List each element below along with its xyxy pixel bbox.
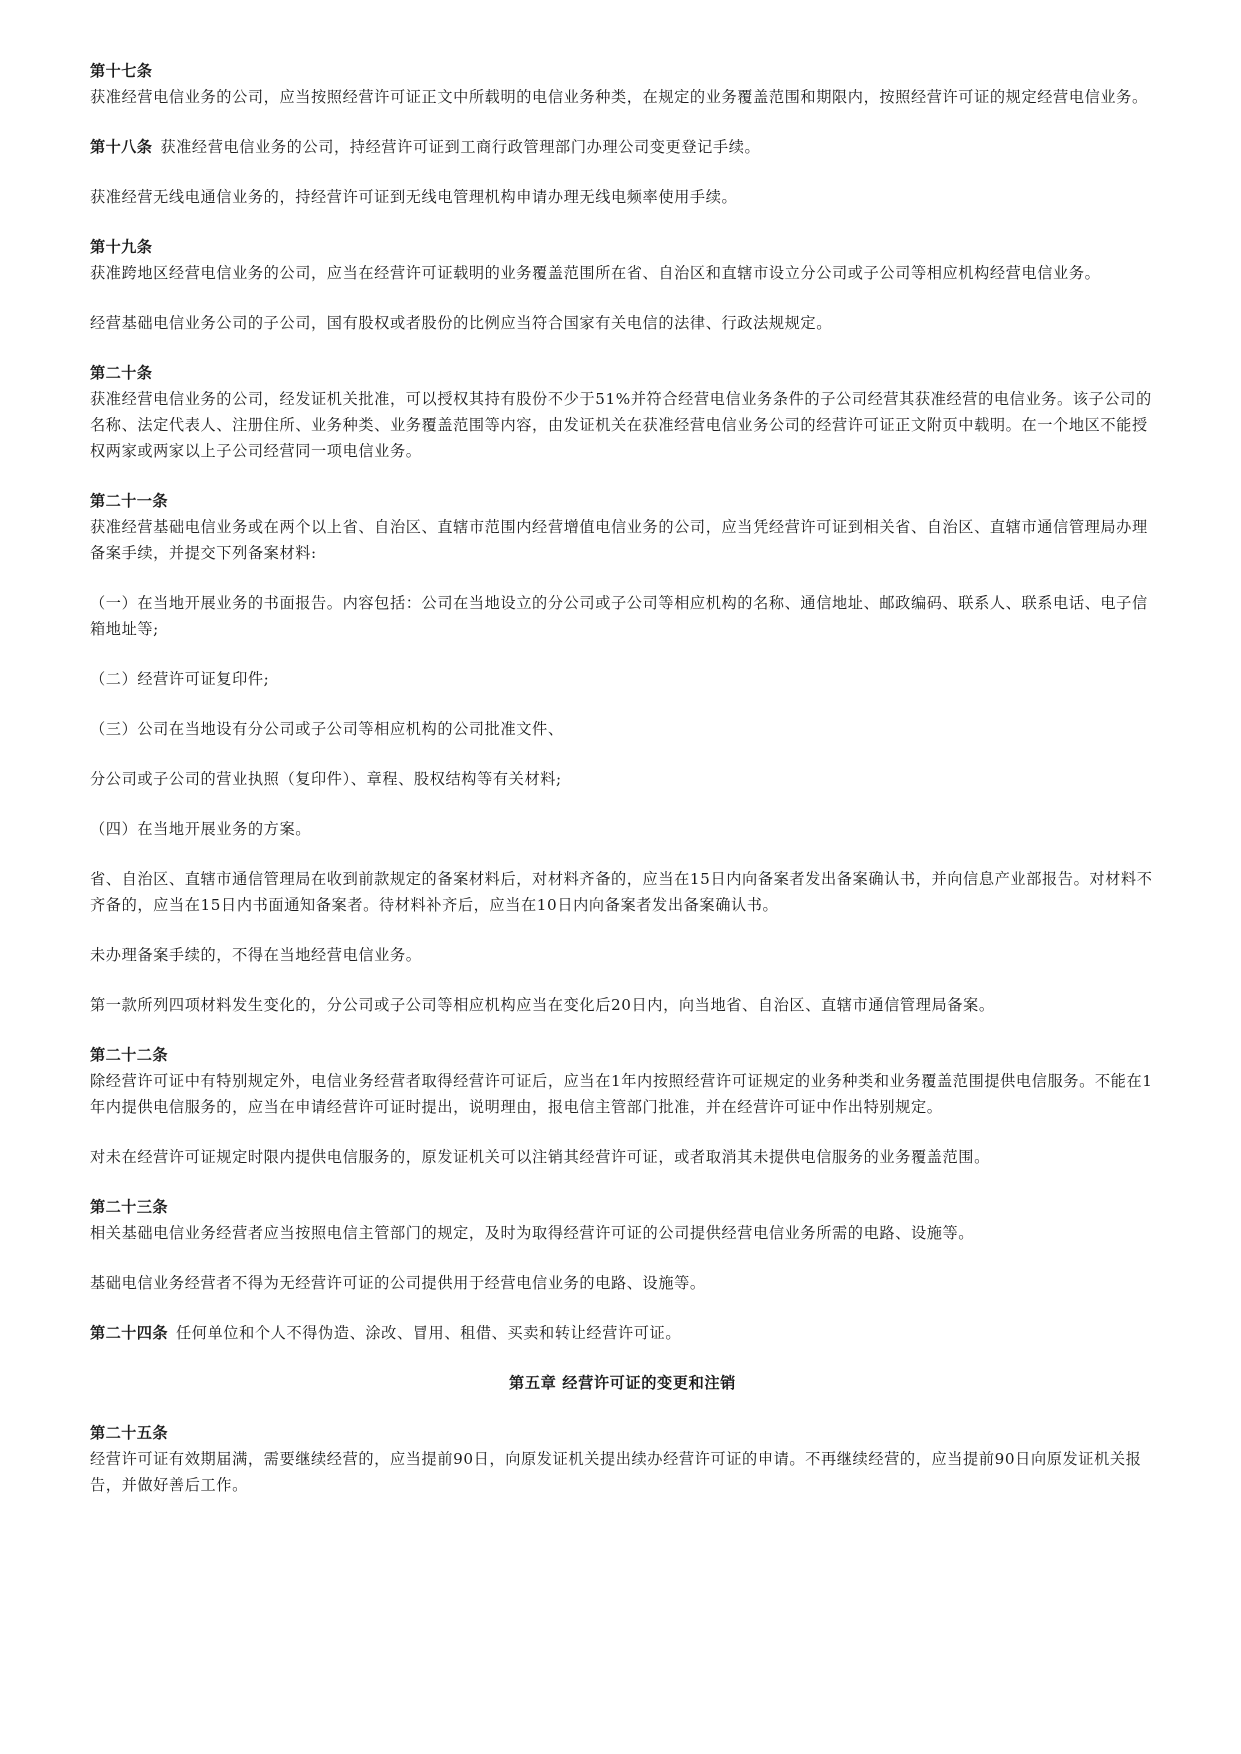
chapter-title: 第五章 经营许可证的变更和注销 xyxy=(509,1374,736,1392)
article-paragraph: 任何单位和个人不得伪造、涂改、冒用、租借、买卖和转让经营许可证。 xyxy=(175,1324,682,1342)
article-20 xyxy=(90,360,1155,464)
article-paragraph: 省、自治区、直辖市通信管理局在收到前款规定的备案材料后，对材料齐备的，应当在15日内向备案者发出备案确认书，并向信息产业部报告。对材料不齐备的，应当在15日内书面通知备案者。待材料补齐后，应当在10日内向备案者发出备案确认书。 xyxy=(90,870,1153,914)
article-23 xyxy=(90,1194,1155,1246)
article-paragraph: 除经营许可证中有特别规定外，电信业务经营者取得经营许可证后，应当在1年内按照经营许可证规定的业务种类和业务覆盖范围提供电信服务。不能在1年内提供电信服务的，应当在申请经营许可证时提出，说明理由，报电信主管部门批准，并在经营许可证中作出特别规定。 xyxy=(90,1072,1153,1116)
article-17 xyxy=(90,58,1155,110)
article-24 xyxy=(90,1320,1155,1346)
article-title: 第二十五条 xyxy=(90,1424,168,1442)
article-paragraph: 第一款所列四项材料发生变化的，分公司或子公司等相应机构应当在变化后20日内，向当地省、自治区、直辖市通信管理局备案。 xyxy=(90,996,995,1014)
document-page xyxy=(90,58,1155,1522)
article-title: 第二十条 xyxy=(90,364,153,382)
article-paragraph: 获准跨地区经营电信业务的公司，应当在经营许可证载明的业务覆盖范围所在省、自治区和直辖市设立分公司或子公司等相应机构经营电信业务。 xyxy=(90,264,1101,282)
list-item: 分公司或子公司的营业执照（复印件）、章程、股权结构等有关材料; xyxy=(90,770,562,788)
article-paragraph: 获准经营电信业务的公司，持经营许可证到工商行政管理部门办理公司变更登记手续。 xyxy=(160,138,761,156)
article-22 xyxy=(90,1042,1155,1120)
article-title: 第二十一条 xyxy=(90,492,168,510)
article-title: 第二十四条 xyxy=(90,1324,168,1342)
article-18 xyxy=(90,134,1155,160)
article-paragraph: 获准经营无线电通信业务的，持经营许可证到无线电管理机构申请办理无线电频率使用手续。 xyxy=(90,188,738,206)
article-paragraph: 经营基础电信业务公司的子公司，国有股权或者股份的比例应当符合国家有关电信的法律、行政法规规定。 xyxy=(90,314,833,332)
article-title: 第十七条 xyxy=(90,62,153,80)
article-title: 第十九条 xyxy=(90,238,153,256)
list-item: （三）公司在当地设有分公司或子公司等相应机构的公司批准文件、 xyxy=(90,720,564,738)
list-item: （一）在当地开展业务的书面报告。内容包括：公司在当地设立的分公司或子公司等相应机构的名称、通信地址、邮政编码、联系人、联系电话、电子信箱地址等; xyxy=(90,594,1148,638)
article-paragraph: 经营许可证有效期届满，需要继续经营的，应当提前90日，向原发证机关提出续办经营许可证的申请。不再继续经营的，应当提前90日向原发证机关报告，并做好善后工作。 xyxy=(90,1450,1142,1494)
list-item: （二）经营许可证复印件; xyxy=(90,670,270,688)
article-paragraph: 获准经营基础电信业务或在两个以上省、自治区、直辖市范围内经营增值电信业务的公司，应当凭经营许可证到相关省、自治区、直辖市通信管理局办理备案手续，并提交下列备案材料: xyxy=(90,518,1148,562)
article-title: 第二十三条 xyxy=(90,1198,168,1216)
article-paragraph: 基础电信业务经营者不得为无经营许可证的公司提供用于经营电信业务的电路、设施等。 xyxy=(90,1274,706,1292)
article-paragraph: 对未在经营许可证规定时限内提供电信服务的，原发证机关可以注销其经营许可证，或者取消其未提供电信服务的业务覆盖范围。 xyxy=(90,1148,990,1166)
article-title: 第十八条 xyxy=(90,138,153,156)
article-21 xyxy=(90,488,1155,566)
article-paragraph: 获准经营电信业务的公司，应当按照经营许可证正文中所载明的电信业务种类，在规定的业务覆盖范围和期限内，按照经营许可证的规定经营电信业务。 xyxy=(90,88,1148,106)
article-paragraph: 获准经营电信业务的公司，经发证机关批准，可以授权其持有股份不少于51%并符合经营电信业务条件的子公司经营其获准经营的电信业务。该子公司的名称、法定代表人、注册住所、业务种类、业务覆盖范围等内容，由发证机关在获准经营电信业务公司的经营许可证正文附页中载明。在一个地区不能授权两家或两家以上子公司经营同一项电信业务。 xyxy=(90,390,1152,460)
article-25 xyxy=(90,1420,1155,1498)
article-paragraph: 未办理备案手续的，不得在当地经营电信业务。 xyxy=(90,946,422,964)
list-item: （四）在当地开展业务的方案。 xyxy=(90,820,312,838)
article-paragraph: 相关基础电信业务经营者应当按照电信主管部门的规定，及时为取得经营许可证的公司提供经营电信业务所需的电路、设施等。 xyxy=(90,1224,975,1242)
article-19 xyxy=(90,234,1155,286)
article-title: 第二十二条 xyxy=(90,1046,168,1064)
